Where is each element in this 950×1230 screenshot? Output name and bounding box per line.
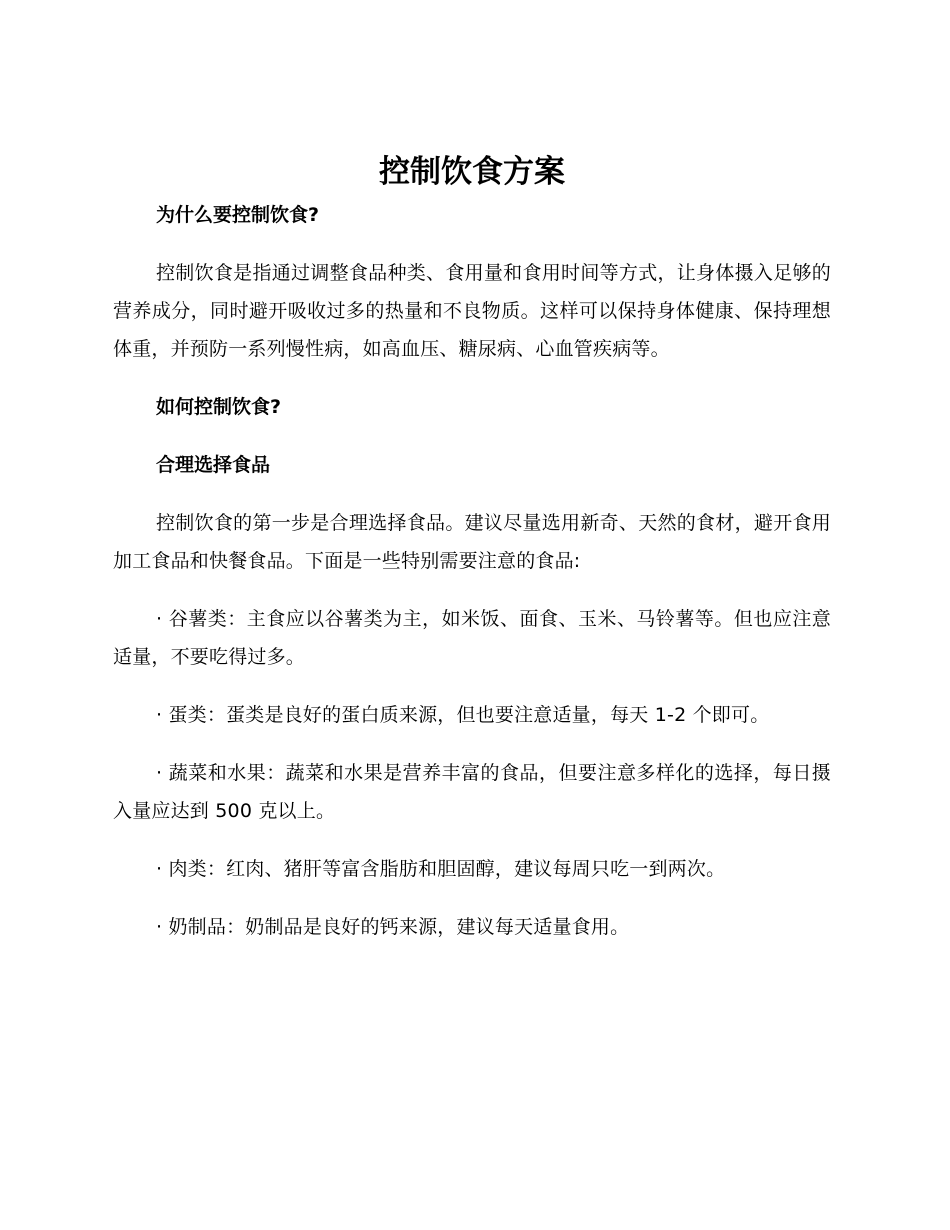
paragraph-food-intro: 控制饮食的第一步是合理选择食品。建议尽量选用新奇、天然的食材，避开食用加工食品和快餐食品。下面是一些特别需要注意的食品:: [113, 512, 831, 572]
document-title: 控制饮食方案: [379, 154, 565, 190]
section-heading-why: 为什么要控制饮食?: [156, 204, 320, 226]
list-item-dairy: · 奶制品：奶制品是良好的钙来源，建议每天适量食用。: [156, 916, 630, 938]
paragraph-why-body: 控制饮食是指通过调整食品种类、食用量和食用时间等方式，让身体摄入足够的营养成分，同时避开吸收过多的热量和不良物质。这样可以保持身体健康、保持理想体重，并预防一系列慢性病，如高血压、糖尿病、心血管疾病等。: [113, 262, 831, 360]
list-item-eggs: · 蛋类：蛋类是良好的蛋白质来源，但也要注意适量，每天 1-2 个即可。: [156, 704, 770, 726]
list-item-vegetables-fruits: · 蔬菜和水果：蔬菜和水果是营养丰富的食品，但要注意多样化的选择，每日摄入量应达到 500 克以上。: [113, 762, 831, 822]
list-item-grains: · 谷薯类：主食应以谷薯类为主，如米饭、面食、玉米、马铃薯等。但也应注意适量，不要吃得过多。: [113, 608, 831, 668]
document-page: [113, 150, 831, 966]
list-item-meat: · 肉类：红肉、猪肝等富含脂肪和胆固醇，建议每周只吃一到两次。: [156, 858, 726, 880]
section-heading-how: 如何控制饮食?: [156, 396, 282, 418]
subheading-food-choice: 合理选择食品: [156, 454, 271, 476]
